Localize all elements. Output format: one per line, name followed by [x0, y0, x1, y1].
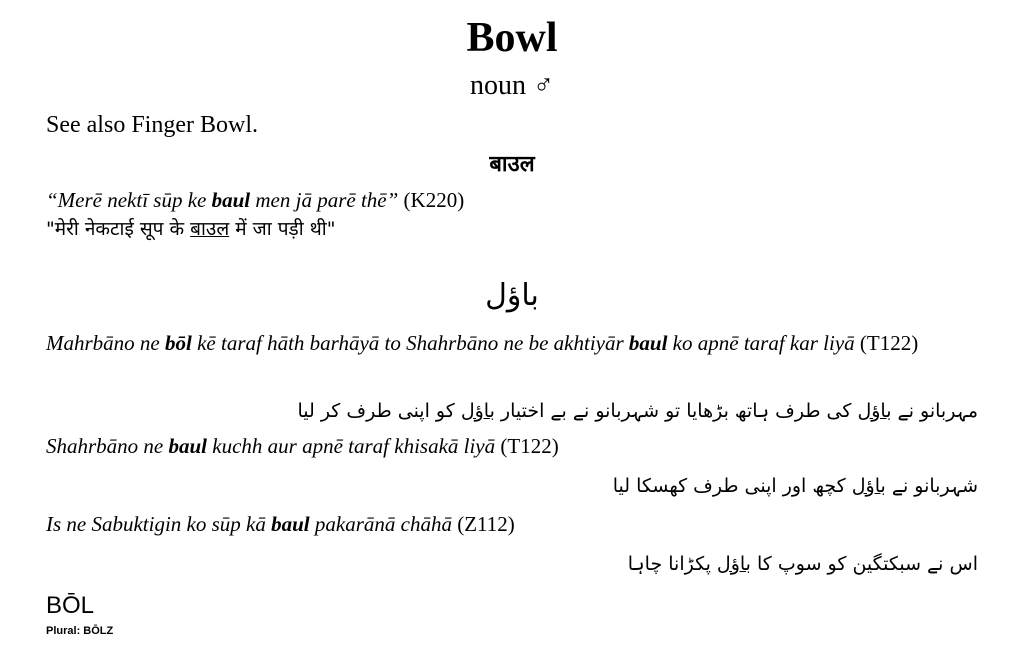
text: مہربانو نے [891, 400, 978, 422]
headword: Bowl [466, 15, 558, 61]
keyword: باؤل [851, 475, 886, 497]
keyword: باؤل [460, 400, 495, 422]
urdu-example-2-transliteration [46, 434, 559, 459]
text: Is ne Sabuktigin ko sūp kā [46, 512, 272, 536]
keyword: baul [211, 188, 251, 212]
part-of-speech [0, 70, 1024, 102]
text: کی طرف ہاتھ بڑھایا تو شہربانو نے بے اختیار [494, 400, 858, 422]
keyword: baul [168, 434, 208, 458]
text: ko apnē taraf kar liyā [667, 331, 855, 355]
text: "मेरी नेकटाई सूप के [46, 218, 191, 240]
citation: (K220) [398, 188, 465, 212]
text: Shahrbāno ne [46, 434, 169, 458]
citation: (T122) [495, 434, 559, 458]
urdu-example-3-script [628, 553, 978, 575]
citation: (Z112) [451, 512, 515, 536]
text: Mahrbāno ne [46, 331, 165, 355]
hindi-heading: बाउल [489, 152, 535, 177]
urdu-example-1-script [297, 400, 978, 422]
text: اس نے سبکتگین کو سوپ کا [750, 553, 978, 575]
text: kē taraf hāth barhāyā to Shahrbāno ne be akhtiyār [191, 331, 629, 355]
urdu-heading: باؤل [485, 278, 539, 313]
text: شہربانو نے [885, 475, 978, 497]
citation: (T122) [854, 331, 919, 355]
keyword: باؤل [716, 553, 751, 575]
part-of-speech-label: noun [470, 70, 526, 101]
keyword: bōl [165, 331, 192, 355]
text: pakarānā chāhā [309, 512, 452, 536]
pronunciation: BŌL [46, 592, 95, 619]
text: में जा पड़ी थी" [229, 218, 336, 240]
keyword: baul [271, 512, 310, 536]
urdu-example-2-script [613, 475, 978, 497]
text: کو اپنی طرف کر لیا [297, 400, 461, 422]
text: kuchh aur apnē taraf khisakā liyā [207, 434, 496, 458]
text: کچھ اور اپنی طرف کھسکا لیا [612, 475, 852, 497]
urdu-example-3-transliteration [46, 512, 515, 537]
hindi-example-transliteration [46, 188, 464, 213]
masculine-icon: ♂ [533, 70, 554, 101]
hindi-example-script [46, 215, 335, 241]
see-also: See also Finger Bowl. [46, 112, 258, 138]
text: “Merē nektī sūp ke [46, 188, 212, 212]
urdu-example-1-transliteration [46, 328, 980, 358]
keyword: baul [628, 331, 668, 355]
plural-form: Plural: BŌLZ [46, 625, 114, 637]
keyword: باؤل [857, 400, 892, 422]
keyword: बाउल [190, 218, 230, 240]
text: men jā parē thē” [250, 188, 399, 212]
text: پکڑانا چاہا [627, 553, 717, 575]
